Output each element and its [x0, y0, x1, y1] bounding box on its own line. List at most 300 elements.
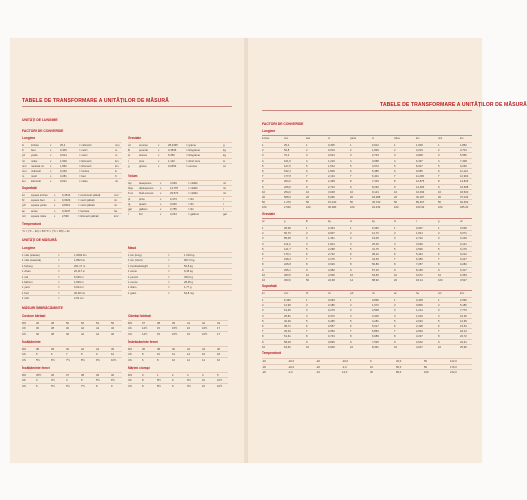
- column-header: g: [284, 220, 286, 223]
- table-cell: ml: [223, 187, 226, 191]
- table-cell: x: [50, 159, 52, 163]
- table-cell: mi²: [22, 214, 26, 218]
- table-cell: 25,4: [284, 144, 290, 147]
- table-cell: x: [54, 199, 56, 203]
- table-cell: 0,907: [328, 232, 335, 236]
- table-cell: 30: [370, 371, 373, 375]
- table-cell: 8: [438, 180, 440, 184]
- table-row: [22, 178, 122, 184]
- table-cell: = hectare: [78, 209, 90, 213]
- table-cell: 18,14: [416, 279, 423, 282]
- table-cell: km²: [114, 214, 119, 218]
- table-cell: 8: [438, 335, 440, 339]
- table-cell: 44: [202, 348, 205, 351]
- column-header: yards: [350, 137, 357, 140]
- table-cell: 18,13: [460, 330, 467, 334]
- table-cell: 100: [306, 206, 311, 210]
- table-cell: 0,305: [60, 149, 67, 153]
- table-cell: mm: [22, 170, 27, 173]
- table-cell: yards: [31, 154, 38, 158]
- table-cell: = metri pătrați: [78, 204, 95, 208]
- table-cell: x: [54, 214, 56, 218]
- table-cell: 0,914: [60, 154, 67, 158]
- table-cell: l: [223, 197, 224, 201]
- table-cell: 1,6093 km: [74, 254, 87, 257]
- table-cell: l: [223, 208, 224, 211]
- table-cell: 5: [438, 247, 440, 251]
- table-cell: 20,117 m: [74, 270, 86, 274]
- volume-label: Volum: [128, 174, 138, 178]
- table-cell: 3: [350, 154, 352, 158]
- table-cell: 7: [350, 175, 352, 179]
- table-cell: square yards: [31, 204, 47, 208]
- table-cell: 0,914 m: [74, 286, 84, 290]
- right-page: [248, 38, 527, 463]
- table-cell: 9: [350, 268, 352, 272]
- table-cell: 80,467: [416, 201, 425, 205]
- table-cell: m²: [114, 204, 118, 208]
- table-cell: 2: [350, 304, 352, 308]
- table-cell: US: [128, 384, 132, 388]
- table-cell: 32,0: [396, 360, 402, 363]
- table-cell: -4,0: [342, 365, 347, 369]
- table-cell: 25,90: [460, 345, 467, 349]
- table-cell: 1: [262, 299, 264, 302]
- table-cell: 37: [66, 374, 69, 377]
- table-cell: x: [50, 154, 52, 158]
- table-cell: 7,257: [416, 263, 423, 267]
- table-cell: 18,288: [372, 196, 381, 199]
- table-cell: kg: [223, 154, 226, 158]
- table-cell: 15,240: [328, 201, 337, 205]
- table-cell: 8: [157, 358, 159, 362]
- table-cell: =: [168, 259, 170, 263]
- table-cell: 38,71: [284, 325, 291, 328]
- table-cell: 1 hundredweight: [128, 264, 148, 268]
- table-cell: g: [128, 164, 130, 168]
- table-cell: 3: [394, 309, 396, 313]
- table-cell: 28,35 g: [184, 281, 193, 284]
- table-cell: 0,0353: [168, 164, 177, 168]
- table-cell: 35½: [36, 374, 42, 377]
- column-header: feet: [306, 137, 311, 140]
- table-cell: 453,6: [284, 279, 291, 282]
- table-cell: 8½: [157, 379, 161, 383]
- table-cell: 36: [36, 327, 39, 331]
- table-cell: 45,16: [284, 330, 291, 334]
- table-cell: = ounces: [186, 164, 197, 168]
- table-cell: acres: [31, 209, 38, 213]
- table-cell: gallons: [139, 208, 148, 211]
- table-cell: =: [58, 254, 60, 257]
- table-cell: 2,023: [416, 319, 423, 323]
- table-cell: =: [168, 254, 170, 257]
- table-cell: 203,2: [284, 180, 291, 184]
- table-cell: 5,017: [372, 325, 379, 328]
- table-cell: 0,106: [460, 237, 467, 241]
- table-cell: 1: [350, 144, 352, 147]
- table-cell: 7,525: [372, 340, 379, 344]
- table-cell: 1,814: [328, 242, 335, 246]
- table-cell: 46: [111, 327, 114, 331]
- table-cell: 0,907: [416, 227, 423, 230]
- table-cell: 10: [172, 358, 175, 362]
- table-cell: 29,574: [170, 192, 179, 196]
- table-cell: 1: [438, 144, 440, 147]
- table-cell: 64,52: [284, 345, 291, 349]
- table-cell: km: [22, 180, 26, 184]
- table-cell: -40,0: [288, 360, 295, 363]
- table-cell: tbsp: [128, 187, 134, 191]
- table-cell: 32,187: [416, 196, 425, 199]
- table-cell: 6: [438, 253, 440, 256]
- table-cell: 40: [111, 374, 114, 377]
- table-cell: 46: [36, 322, 39, 325]
- table-cell: 9,656: [416, 170, 423, 173]
- table-cell: metri: [31, 175, 37, 179]
- table-cell: 1,361: [328, 237, 335, 241]
- table-cell: 2: [262, 149, 264, 153]
- table-cell: 8: [306, 263, 308, 267]
- table-cell: 0,071: [460, 232, 467, 236]
- table-cell: UK: [128, 327, 132, 331]
- table-cell: 42: [187, 348, 190, 351]
- table-cell: 0,039: [60, 170, 67, 173]
- table-cell: US: [22, 358, 26, 362]
- table-cell: 16,668: [460, 185, 469, 189]
- table-cell: RO: [22, 348, 27, 351]
- table-cell: ha: [114, 209, 117, 213]
- table-cell: grame: [139, 164, 147, 168]
- table-cell: = miles: [79, 180, 88, 184]
- table-cell: 44: [96, 327, 99, 331]
- table-cell: 8: [262, 335, 264, 339]
- table-cell: 57,15: [372, 268, 379, 272]
- table-cell: 254,0: [284, 190, 291, 194]
- table-cell: miles: [31, 159, 38, 163]
- table-cell: 38: [157, 322, 160, 325]
- table-cell: 3: [394, 154, 396, 158]
- column-header: cm²: [284, 292, 289, 295]
- table-cell: 45: [111, 348, 114, 351]
- column-header: yd²: [350, 292, 354, 295]
- table-cell: 7½: [81, 384, 85, 388]
- table-cell: 7: [306, 330, 308, 334]
- table-cell: 50,0: [396, 365, 402, 369]
- table-cell: 36: [142, 348, 145, 351]
- table-row: [128, 211, 232, 217]
- table-cell: 11,265: [416, 175, 425, 179]
- table-cell: 10: [438, 273, 441, 277]
- table-cell: 2: [438, 232, 440, 236]
- table-cell: 2,722: [416, 237, 423, 241]
- table-cell: x: [50, 149, 52, 153]
- table-cell: 19,35: [284, 309, 291, 313]
- table-cell: 4: [438, 159, 440, 163]
- table-cell: =: [58, 275, 60, 279]
- table-cell: 4: [350, 314, 352, 318]
- table-cell: 8: [350, 180, 352, 184]
- table-cell: RO: [22, 322, 27, 325]
- table-cell: x: [158, 159, 160, 163]
- table-cell: 5,443: [416, 253, 423, 256]
- table-cell: 3: [262, 237, 264, 241]
- table-cell: 6: [262, 253, 264, 256]
- table-cell: 7: [394, 258, 396, 262]
- table-cell: 3,219: [416, 149, 423, 153]
- table-cell: 46: [111, 332, 114, 336]
- table-cell: = kilometri: [79, 164, 92, 168]
- table-cell: 0: [370, 360, 372, 363]
- table-cell: 10: [350, 273, 353, 277]
- units-of-measure-heading: UNITĂȚI DE MĂSURĂ: [22, 238, 57, 242]
- table-cell: 9,072: [416, 273, 423, 277]
- table-cell: =: [168, 275, 170, 279]
- table-cell: = grame: [186, 144, 196, 147]
- table-cell: 255,1: [284, 268, 291, 272]
- title-rule: [262, 110, 472, 111]
- table-cell: 8,361: [372, 345, 379, 349]
- table-cell: 6: [438, 325, 440, 328]
- table-cell: 2: [306, 304, 308, 308]
- table-cell: 1 dram: [128, 286, 137, 290]
- table-cell: 4,572: [372, 164, 379, 168]
- table-cell: 10: [157, 353, 160, 357]
- table-cell: 4: [438, 242, 440, 246]
- table-cell: cm²: [114, 194, 119, 197]
- table-cell: 5: [306, 247, 308, 251]
- table-cell: 2,54 cm: [74, 297, 84, 301]
- column-header: kg: [372, 220, 375, 223]
- table-cell: 8: [306, 180, 308, 184]
- table-cell: 0,610: [328, 149, 335, 153]
- table-cell: 0,264: [170, 213, 177, 217]
- table-cell: 2,590: [62, 214, 69, 218]
- table-cell: 1,829: [328, 170, 335, 173]
- table-cell: x: [54, 209, 56, 213]
- table-cell: m: [22, 175, 25, 179]
- table-cell: = metri: [79, 154, 88, 158]
- table-cell: 10: [306, 273, 309, 277]
- table-cell: 92,600: [460, 201, 469, 205]
- table-cell: =: [58, 286, 60, 290]
- table-cell: inches: [31, 144, 39, 147]
- conversion-factors-heading: FACTORI DE CONVERSIE: [22, 129, 64, 133]
- table-cell: 85,05: [284, 237, 291, 241]
- table-cell: 2,438: [328, 180, 335, 184]
- table-cell: 6½: [66, 384, 70, 388]
- table-cell: 6: [438, 170, 440, 173]
- table-cell: 0,4047: [62, 209, 71, 213]
- table-cell: 5: [81, 379, 83, 383]
- table-cell: = inches: [79, 170, 90, 173]
- table-cell: 3: [438, 154, 440, 158]
- table-cell: 0,557: [328, 325, 335, 328]
- table-cell: 1 rod: [22, 275, 29, 279]
- table-cell: 0,353: [460, 273, 467, 277]
- table-cell: 1: [350, 227, 352, 230]
- table-cell: x: [160, 192, 162, 196]
- table-cell: 152,4: [284, 170, 291, 173]
- table-cell: 40: [66, 332, 69, 336]
- table-cell: 160,93: [416, 206, 425, 210]
- table-cell: 228,6: [284, 185, 291, 189]
- table-cell: 2: [306, 149, 308, 153]
- table-cell: 2: [394, 232, 396, 236]
- table-cell: 6: [350, 170, 352, 173]
- table-cell: 0: [142, 374, 144, 377]
- table-cell: RO: [128, 374, 133, 377]
- table-cell: 283,5: [284, 273, 291, 277]
- table-cell: st: [128, 154, 131, 158]
- table-cell: ft²: [22, 199, 25, 203]
- table-cell: = mililitri: [188, 182, 198, 185]
- table-cell: l: [223, 202, 224, 206]
- table-cell: 1: [262, 227, 264, 230]
- table-cell: 3,785: [170, 208, 177, 211]
- table-cell: 7: [306, 175, 308, 179]
- table-cell: 2: [438, 304, 440, 308]
- table-cell: 14,787: [170, 187, 179, 191]
- table-cell: 0,141: [460, 242, 467, 246]
- table-cell: ft: [115, 175, 117, 179]
- table-cell: 9: [350, 340, 352, 344]
- table-cell: 10: [202, 379, 205, 383]
- table-cell: 8,047: [416, 164, 423, 168]
- table-cell: 40: [172, 348, 175, 351]
- table-cell: 1: [438, 299, 440, 302]
- table-cell: 1 furlong: [22, 264, 33, 268]
- table-cell: ft: [22, 149, 24, 153]
- table-cell: 1,852: [460, 144, 467, 147]
- table-cell: 8: [394, 180, 396, 184]
- table-cell: qt: [128, 202, 131, 206]
- table-cell: 10½: [111, 358, 117, 362]
- table-cell: 0,186: [328, 304, 335, 308]
- table-cell: 14: [187, 353, 190, 357]
- table-cell: 51,61: [284, 335, 291, 339]
- table-cell: 7,315: [372, 180, 379, 184]
- size-row: [128, 331, 228, 337]
- table-cell: 3,704: [460, 149, 467, 153]
- table-cell: 3: [262, 309, 264, 313]
- table-cell: 45,720: [372, 201, 381, 205]
- table-cell: 0,914: [372, 144, 379, 147]
- table-cell: 6½: [111, 379, 115, 383]
- table-cell: 100: [438, 279, 443, 282]
- table-cell: oz: [223, 164, 226, 168]
- table-cell: 4: [306, 242, 308, 246]
- table-cell: 50,80: [372, 263, 379, 267]
- table-cell: 31,75: [372, 247, 379, 251]
- table-cell: 4: [262, 242, 264, 246]
- table-cell: 3½: [51, 379, 55, 383]
- table-cell: 5,853: [372, 330, 379, 334]
- table-cell: -22,0: [288, 365, 295, 369]
- table-cell: 5½: [51, 384, 55, 388]
- table-cell: -30: [262, 365, 266, 369]
- size-row: [22, 357, 122, 363]
- table-cell: 0,946: [170, 202, 177, 206]
- table-cell: 4,047: [416, 345, 423, 349]
- table-cell: 20: [394, 196, 397, 199]
- table-cell: 9: [306, 185, 308, 189]
- table-cell: 3,642: [416, 340, 423, 344]
- weight-label: Greutate: [262, 212, 276, 216]
- table-cell: 0,176: [460, 247, 467, 251]
- table-cell: 2: [394, 304, 396, 308]
- table-cell: g: [223, 144, 225, 147]
- table-cell: 56,70: [284, 232, 291, 236]
- table-cell: 9: [306, 268, 308, 272]
- table-cell: 10: [438, 190, 441, 194]
- table-cell: 2,590: [460, 299, 467, 302]
- table-cell: 39: [172, 322, 175, 325]
- table-cell: pt: [128, 197, 131, 201]
- table-row: [128, 290, 232, 296]
- table-cell: 3: [262, 154, 264, 158]
- table-cell: 8: [142, 379, 144, 383]
- table-cell: 12,95: [460, 319, 467, 323]
- table-cell: 10: [262, 273, 265, 277]
- area-label: Suprafață: [22, 186, 37, 190]
- table-cell: =: [168, 281, 170, 284]
- table-cell: 8: [81, 353, 83, 357]
- table-cell: 907,2 kg: [184, 259, 195, 263]
- table-cell: 4,082: [328, 268, 335, 272]
- table-cell: 3,281: [60, 175, 67, 179]
- table-cell: 9: [438, 268, 440, 272]
- table-cell: 0,621: [60, 180, 67, 184]
- table-row: [262, 277, 472, 283]
- table-cell: 4: [350, 159, 352, 163]
- table-cell: 9: [394, 185, 396, 189]
- table-cell: 1,77 g: [184, 286, 192, 290]
- table-cell: mm: [115, 144, 120, 147]
- table-cell: 12,964: [460, 175, 469, 179]
- table-cell: 36: [51, 374, 54, 377]
- table-cell: 10: [306, 190, 309, 194]
- table-cell: feet: [31, 149, 36, 153]
- table-cell: 5½: [36, 358, 40, 362]
- table-cell: 1,672: [372, 304, 379, 308]
- table-cell: kg: [223, 149, 226, 153]
- table-cell: US: [128, 332, 132, 336]
- size-row: [22, 383, 122, 389]
- table-cell: 6,4516: [62, 194, 71, 197]
- table-cell: 2: [394, 149, 396, 153]
- table-cell: x: [158, 154, 160, 158]
- size-block-label: Cămăși bărbați: [128, 314, 151, 318]
- table-cell: 0,247: [460, 258, 467, 262]
- table-row: [262, 344, 472, 350]
- table-cell: 5: [306, 164, 308, 168]
- table-row: [262, 369, 472, 375]
- table-cell: 1: [394, 227, 396, 230]
- table-cell: 2,743: [328, 185, 335, 189]
- table-cell: 40: [66, 327, 69, 331]
- table-cell: 5: [262, 319, 264, 323]
- table-cell: 1,524: [328, 164, 335, 168]
- table-cell: 10: [394, 345, 397, 349]
- table-cell: =: [58, 259, 60, 263]
- table-cell: 8: [438, 263, 440, 267]
- table-cell: 42: [81, 327, 84, 331]
- table-cell: 177,8: [284, 175, 291, 179]
- table-cell: 52: [81, 322, 84, 325]
- table-cell: 38: [81, 374, 84, 377]
- table-cell: 453,6 g: [184, 275, 193, 279]
